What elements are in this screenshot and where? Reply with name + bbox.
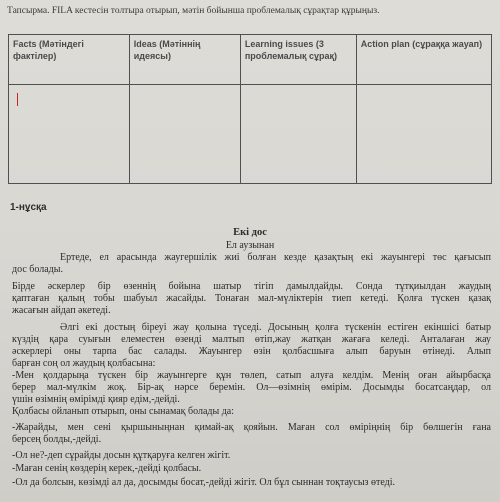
cell-learning-issues[interactable] <box>240 85 356 184</box>
story-line: -Маған сенің көздерің керек,-дейді қолбасы. <box>12 463 202 474</box>
cell-action-plan[interactable] <box>356 85 491 184</box>
cell-facts[interactable] <box>9 85 130 184</box>
variant-heading: 1-нұсқа <box>10 202 47 213</box>
story-line: күздің қара суығын елеместен өзенді малтып өтіп,жау жатқан жағаға келеді. Анталаған жау <box>12 334 491 345</box>
story-line: Ертеде, ел арасында жаугершілік жиі болған кезде қазақтың екі жауынгері төс қағысып <box>60 252 491 263</box>
story-line: дос болады. <box>12 264 63 275</box>
task-instruction: Тапсырма. FILA кестесін толтыра отырып, мәтін бойынша проблемалық сұрақтар құрыңыз. <box>7 6 380 16</box>
story-line: -Мен қолдарыңа түскен бір жауынгерге құн төлеп, сатып алуға келдім. Менің оған айырбасқа <box>12 370 491 381</box>
header-learning-issues: Learning issues (3 проблемалық сұрақ) <box>240 35 356 85</box>
story-line: Бірде әскерлер бір өзеннің бойына шатыр тігіп дамылдайды. Сонда тұтқиылдан жаудың <box>12 281 491 292</box>
header-ideas: Ideas (Мәтіннің идеясы) <box>129 35 240 85</box>
story-line: үшін өзімнің өмірімді қияр едім,-дейді. <box>12 394 180 405</box>
story-subtitle: Ел аузынан <box>225 240 275 251</box>
story-line: берсең болды,-дейді. <box>12 434 102 445</box>
story-line: қаптаған қалың тобы шабуыл жасайды. Тонаған мал-мүліктерін тиеп кетеді. Қолға түскен қазақ <box>12 293 491 304</box>
story-title: Екі дос <box>233 227 267 238</box>
text-cursor <box>17 93 18 106</box>
story-line: әскерлері оны тарпа бас салады. Жауынгер өзін қолбасшыға алып баруын өтінеді. Алып <box>12 346 491 357</box>
story-line: -Ол да болсын, көзімді ал да, досымды босат,-дейді жігіт. Ол бұл сыннан тоқтаусыз өтеді. <box>12 477 396 488</box>
story-line: Әлгі екі достың біреуі жау қолына түседі. Досының қолға түскенін естіген екіншісі батыр <box>60 322 491 333</box>
header-facts: Facts (Мәтіндегі фактілер) <box>9 35 130 85</box>
fila-table <box>8 34 492 184</box>
story-line: жасағын айдап әкетеді. <box>12 305 111 316</box>
story-line: Қолбасы ойланып отырып, оны сынамақ болады да: <box>12 406 235 417</box>
cell-ideas[interactable] <box>129 85 240 184</box>
story-line: -Жарайды, мен сені қыршыныңнан қимай-ақ қояйын. Маған сол өміріңнің бір бөлшегін ғана <box>12 422 491 433</box>
story-line: барған соң ол жаудың қолбасына: <box>12 358 156 369</box>
story-line: -Ол не?-деп сұрайды досын құтқаруға келген жігіт. <box>12 450 231 461</box>
story-line: берер мал-мүлкім жоқ. Бір-ақ нәрсе беремін. Ол—өзімнің өмірім. Досымды босатсаңдар, ол <box>12 382 491 393</box>
header-action-plan: Action plan (сұраққа жауап) <box>356 35 491 85</box>
